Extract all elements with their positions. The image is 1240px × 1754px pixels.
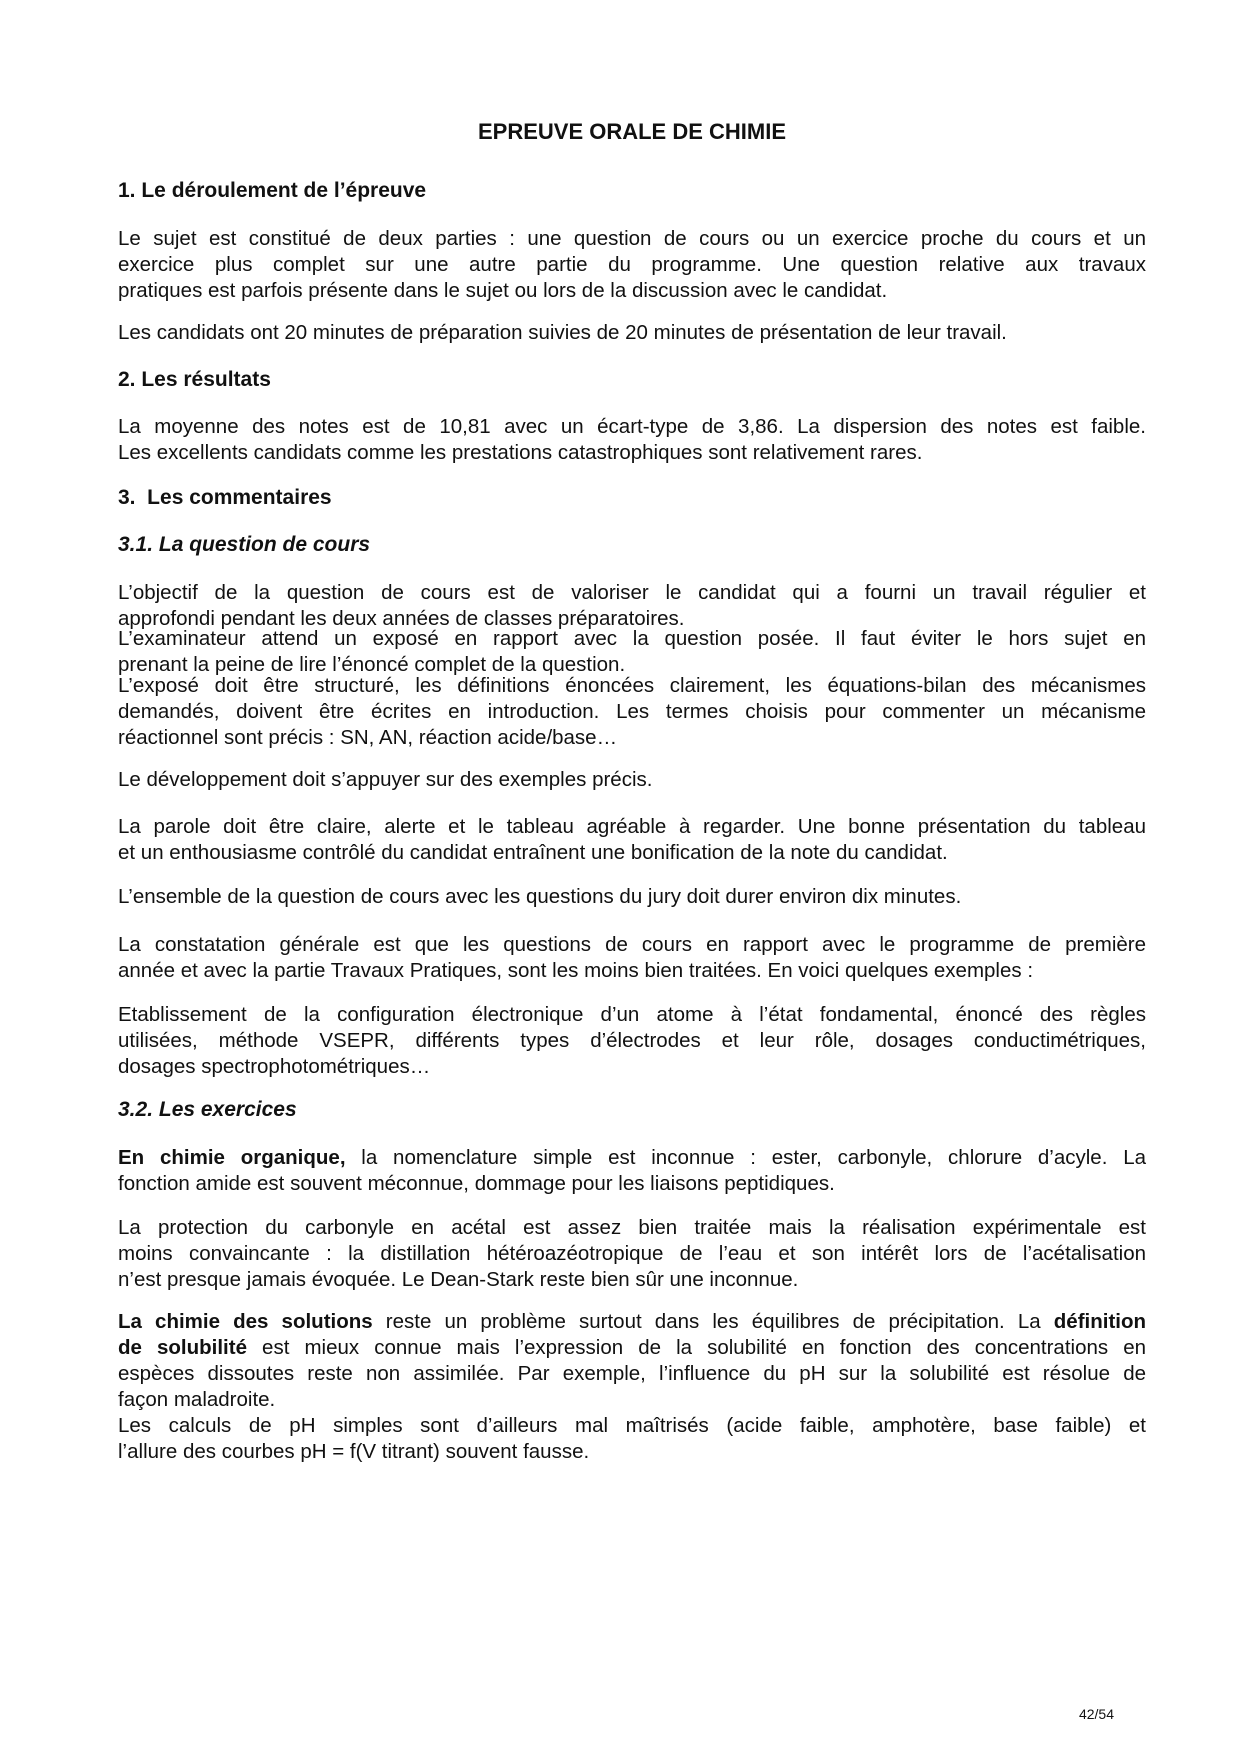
text-run: est mieux connue mais l’expression de la solubilité en fonction des concentrations en: [246, 1336, 1146, 1359]
text-line: La constatation générale est que les questions de cours en rapport avec le programme de première: [118, 933, 1146, 956]
text-line: pratiques est parfois présente dans le sujet ou lors de la discussion avec le candidat.: [118, 279, 888, 302]
section-1-heading: 1. Le déroulement de l’épreuve: [118, 179, 427, 202]
section-1-paragraph-1: [118, 226, 1146, 304]
section-3-1-paragraph-a: [118, 580, 1146, 632]
section-2-heading: 2. Les résultats: [118, 368, 271, 391]
text-line: et un enthousiasme contrôlé du candidat entraînent une bonification de la note du candidat.: [118, 841, 948, 864]
text-line: Les excellents candidats comme les prestations catastrophiques sont relativement rares.: [118, 441, 923, 464]
text-line: approfondi pendant les deux années de classes préparatoires.: [118, 607, 685, 630]
section-3-1-paragraph-b: [118, 626, 1146, 678]
text-run: reste un problème surtout dans les équilibres de précipitation. La: [372, 1310, 1054, 1333]
text-line: dosages spectrophotométriques…: [118, 1055, 431, 1078]
page-title: EPREUVE ORALE DE CHIMIE: [477, 119, 787, 144]
text-line: [118, 1335, 1146, 1361]
bold-lead: La chimie des solutions: [118, 1310, 373, 1333]
section-3-2-paragraph-organique: [118, 1145, 1146, 1197]
section-2-paragraph: [118, 414, 1146, 466]
text-line: moins convaincante : la distillation hétéroazéotropique de l’eau et son intérêt lors de l’acétalisation: [118, 1242, 1146, 1265]
text-line: réactionnel sont précis : SN, AN, réaction acide/base…: [118, 726, 618, 749]
section-3-2-paragraph-solutions: [118, 1309, 1146, 1465]
section-3-1-paragraph-e: [118, 814, 1146, 866]
section-3-2-paragraph-acetal: [118, 1215, 1146, 1293]
text-line: utilisées, méthode VSEPR, différents types d’électrodes et leur rôle, dosages conductimétriques,: [118, 1029, 1146, 1052]
text-line: espèces dissoutes reste non assimilée. Par exemple, l’influence du pH sur la solubilité est résolue de: [118, 1362, 1146, 1385]
text-line: prenant la peine de lire l’énoncé complet de la question.: [118, 653, 626, 676]
text-line: L’exposé doit être structuré, les définitions énoncées clairement, les équations-bilan des mécanismes: [118, 674, 1146, 697]
text-line: année et avec la partie Travaux Pratiques, sont les moins bien traitées. En voici quelques exemples :: [118, 959, 1034, 982]
section-3-1-paragraph-d: Le développement doit s’appuyer sur des exemples précis.: [118, 768, 653, 791]
text-run: la nomenclature simple est inconnue : ester, carbonyle, chlorure d’acyle. La: [345, 1146, 1147, 1169]
section-3-1-paragraph-c: [118, 673, 1146, 751]
text-line: fonction amide est souvent méconnue, dommage pour les liaisons peptidiques.: [118, 1172, 835, 1195]
text-line: La parole doit être claire, alerte et le tableau agréable à regarder. Une bonne présentation du tableau: [118, 815, 1146, 838]
page-number: 42/54: [1078, 1706, 1114, 1722]
text-line: l’allure des courbes pH = f(V titrant) souvent fausse.: [118, 1440, 590, 1463]
section-1-paragraph-2: Les candidats ont 20 minutes de préparation suivies de 20 minutes de présentation de leur travail.: [118, 321, 1007, 344]
text-line: La moyenne des notes est de 10,81 avec un écart-type de 3,86. La dispersion des notes est faible.: [118, 415, 1146, 438]
section-3-2-heading: 3.2. Les exercices: [118, 1098, 297, 1121]
text-line: exercice plus complet sur une autre partie du programme. Une question relative aux travaux: [118, 253, 1146, 276]
section-3-1-paragraph-g: [118, 932, 1146, 984]
text-line: Le sujet est constitué de deux parties : une question de cours ou un exercice proche du cours et un: [118, 227, 1146, 250]
text-line: L’examinateur attend un exposé en rapport avec la question posée. Il faut éviter le hors sujet en: [118, 627, 1146, 650]
text-line: demandés, doivent être écrites en introduction. Les termes choisis pour commenter un mécanisme: [118, 700, 1146, 723]
text-line: L’objectif de la question de cours est de valoriser le candidat qui a fourni un travail régulier et: [118, 581, 1146, 604]
text-line: Les calculs de pH simples sont d’ailleurs mal maîtrisés (acide faible, amphotère, base faible) et: [118, 1414, 1146, 1437]
text-line: façon maladroite.: [118, 1388, 276, 1411]
text-line: La protection du carbonyle en acétal est assez bien traitée mais la réalisation expérimentale est: [118, 1216, 1146, 1239]
bold-lead: En chimie organique,: [118, 1146, 346, 1169]
text-line: [118, 1145, 1146, 1171]
text-line: Etablissement de la configuration électronique d’un atome à l’état fondamental, énoncé des règles: [118, 1003, 1146, 1026]
section-3-1-heading: 3.1. La question de cours: [118, 533, 371, 556]
section-3-1-paragraph-f: L’ensemble de la question de cours avec les questions du jury doit durer environ dix minutes.: [118, 885, 962, 908]
text-line: [118, 1309, 1146, 1335]
section-3-1-paragraph-h: [118, 1002, 1146, 1080]
section-3-heading: 3. Les commentaires: [118, 486, 332, 509]
bold-term: définition: [1053, 1310, 1147, 1333]
bold-term: de solubilité: [118, 1336, 247, 1359]
text-line: n’est presque jamais évoquée. Le Dean-Stark reste bien sûr une inconnue.: [118, 1268, 799, 1291]
